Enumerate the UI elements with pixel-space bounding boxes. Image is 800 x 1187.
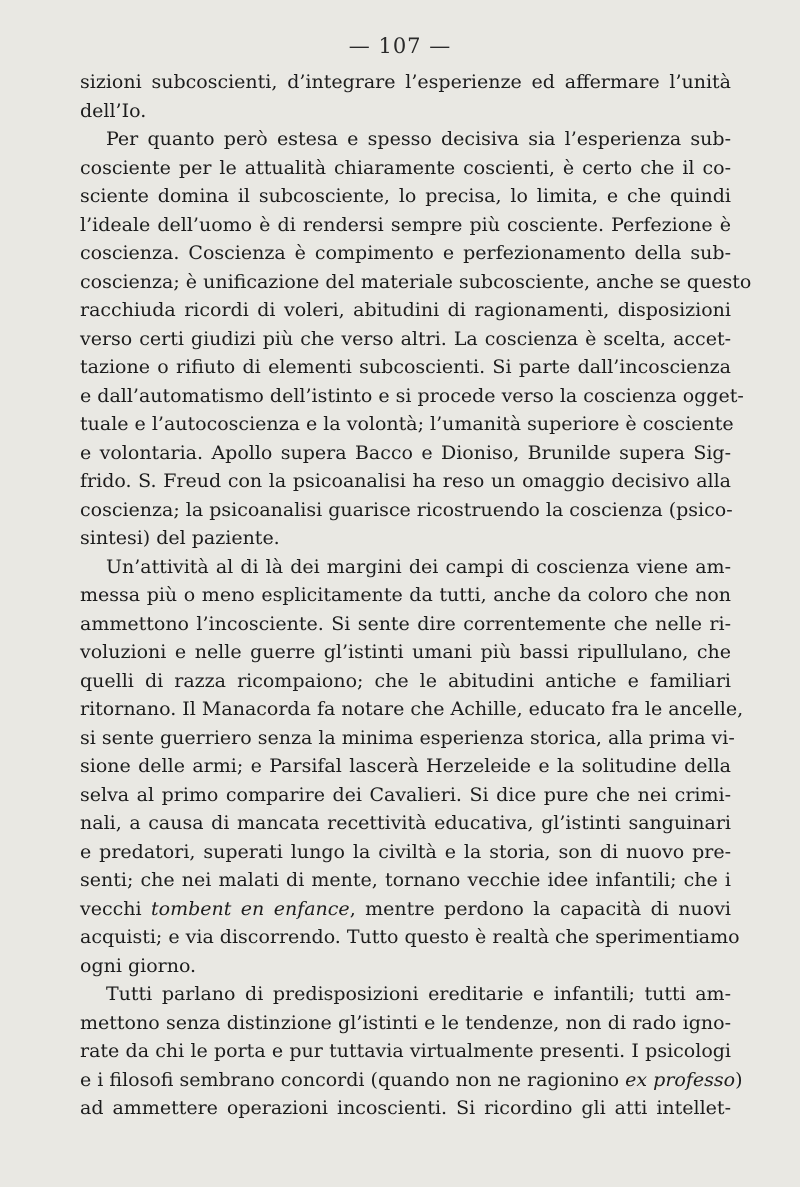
text-line-content: senti; che nei malati di mente, tornano vecchie idee infantili; che i bbox=[80, 869, 731, 891]
text-line bbox=[80, 524, 731, 553]
text-line bbox=[80, 125, 731, 154]
text-line bbox=[80, 325, 731, 354]
text-line bbox=[80, 496, 731, 525]
text-line bbox=[80, 923, 740, 952]
text-line bbox=[80, 866, 731, 895]
text-line bbox=[80, 638, 731, 667]
text-line-content: tazione o rifiuto di elementi subcoscienti. Si parte dall’incoscienza bbox=[80, 356, 731, 378]
text-line bbox=[80, 952, 731, 981]
text-line bbox=[80, 724, 735, 753]
text-line-content: nali, a causa di mancata recettività educativa, gl’istinti sanguinari bbox=[80, 812, 731, 834]
text-line-content: vecchi bbox=[80, 897, 142, 920]
text-line bbox=[80, 1037, 731, 1066]
text-line bbox=[80, 752, 731, 781]
text-line bbox=[80, 439, 731, 468]
text-line bbox=[80, 781, 731, 810]
text-line-content: dell’Io. bbox=[80, 99, 147, 122]
text-line-content: sintesi) del paziente. bbox=[80, 527, 280, 549]
text-line-content: l’ideale dell’uomo è di rendersi sempre più cosciente. Perfezione è bbox=[80, 213, 731, 236]
text-line bbox=[80, 1009, 731, 1038]
text-line-content: messa più o meno esplicitamente da tutti, anche da coloro che non bbox=[80, 584, 731, 606]
text-line-content: rate da chi le porta e pur tuttavia virtualmente presenti. I psicologi bbox=[80, 1040, 731, 1062]
text-line bbox=[80, 895, 731, 924]
text-line-content: coscienza; la psicoanalisi guarisce ricostruendo la coscienza (psico- bbox=[80, 498, 733, 521]
text-line bbox=[80, 239, 731, 268]
text-line-content: e i filosofi sembrano concordi (quando non ne ragionino bbox=[80, 1068, 620, 1091]
text-line bbox=[80, 182, 731, 211]
text-line-content: Per quanto però estesa e spesso decisiva sia l’esperienza sub- bbox=[106, 128, 731, 150]
text-line-content: sciente domina il subcosciente, lo precisa, lo limita, e che quindi bbox=[80, 185, 731, 207]
italic-phrase: ex professo bbox=[625, 1068, 736, 1091]
text-line-content: coscienza. Coscienza è compimento e perfezionamento della sub- bbox=[80, 242, 731, 264]
text-line bbox=[80, 581, 731, 610]
page-number: — 107 — bbox=[348, 34, 452, 58]
text-line bbox=[80, 467, 731, 496]
text-line bbox=[80, 154, 731, 183]
text-line-content: Tutti parlano di predisposizioni ereditarie e infantili; tutti am- bbox=[106, 983, 731, 1005]
text-line bbox=[80, 980, 731, 1009]
text-line-continuation: , mentre perdono la capacità di nuovi bbox=[349, 897, 731, 920]
text-line bbox=[80, 268, 752, 297]
text-line bbox=[80, 838, 731, 867]
text-line-continuation: ) bbox=[735, 1068, 743, 1091]
text-line bbox=[80, 1066, 743, 1095]
text-line-content: e predatori, superati lungo la civiltà e la storia, son di nuovo pre- bbox=[80, 840, 731, 863]
text-line bbox=[80, 353, 731, 382]
text-line bbox=[80, 382, 744, 411]
text-line bbox=[80, 553, 731, 582]
text-line-content: e volontaria. Apollo supera Bacco e Dioniso, Brunilde supera Sig- bbox=[80, 441, 731, 464]
text-line-content: voluzioni e nelle guerre gl’istinti umani più bassi ripullulano, che bbox=[80, 641, 731, 663]
text-line-content: selva al primo comparire dei Cavalieri. Si dice pure che nei crimi- bbox=[80, 783, 731, 806]
text-line bbox=[80, 68, 731, 97]
text-line bbox=[80, 695, 744, 724]
text-line-content: frido. S. Freud con la psicoanalisi ha reso un omaggio decisivo alla bbox=[80, 470, 731, 492]
text-line-content: ritornano. Il Manacorda fa notare che Achille, educato fra le ancelle, bbox=[80, 698, 744, 720]
text-line-content: racchiuda ricordi di voleri, abitudini di ragionamenti, disposizioni bbox=[80, 299, 731, 321]
text-line bbox=[80, 211, 731, 240]
text-line bbox=[80, 410, 734, 439]
text-line bbox=[80, 1094, 731, 1123]
text-line-content: verso certi giudizi più che verso altri. La coscienza è scelta, accet- bbox=[80, 327, 731, 350]
text-line bbox=[80, 610, 731, 639]
text-line-content: ad ammettere operazioni incoscienti. Si ricordino gli atti intellet- bbox=[80, 1097, 731, 1119]
text-line-content: ammettono l’incosciente. Si sente dire correntemente che nelle ri- bbox=[80, 612, 731, 635]
text-line-content: si sente guerriero senza la minima esperienza storica, alla prima vi- bbox=[80, 726, 735, 749]
italic-phrase: tombent en enfance bbox=[151, 897, 350, 920]
text-line bbox=[80, 667, 731, 696]
text-line bbox=[80, 809, 731, 838]
text-line-content: sione delle armi; e Parsifal lascerà Herzeleide e la solitudine della bbox=[80, 755, 731, 777]
text-line-content: e dall’automatismo dell’istinto e si procede verso la coscienza ogget- bbox=[80, 384, 744, 407]
text-line-content: sizioni subcoscienti, d’integrare l’esperienze ed affermare l’unità bbox=[80, 71, 731, 93]
text-line-content: Un’attività al di là dei margini dei campi di coscienza viene am- bbox=[106, 555, 731, 578]
text-line-content: ogni giorno. bbox=[80, 954, 197, 977]
text-line-content: cosciente per le attualità chiaramente coscienti, è certo che il co- bbox=[80, 156, 731, 179]
text-line bbox=[80, 97, 731, 126]
text-line bbox=[80, 296, 731, 325]
text-line-content: tuale e l’autocoscienza e la volontà; l’umanità superiore è cosciente bbox=[80, 413, 734, 435]
body-text bbox=[80, 68, 752, 1123]
text-line-content: coscienza; è unificazione del materiale subcosciente, anche se questo bbox=[80, 270, 752, 293]
text-line-content: quelli di razza ricompaiono; che le abitudini antiche e familiari bbox=[80, 669, 731, 692]
text-line-content: acquisti; e via discorrendo. Tutto questo è realtà che sperimentiamo bbox=[80, 926, 740, 948]
text-line-content: mettono senza distinzione gl’istinti e le tendenze, non di rado igno- bbox=[80, 1011, 731, 1034]
